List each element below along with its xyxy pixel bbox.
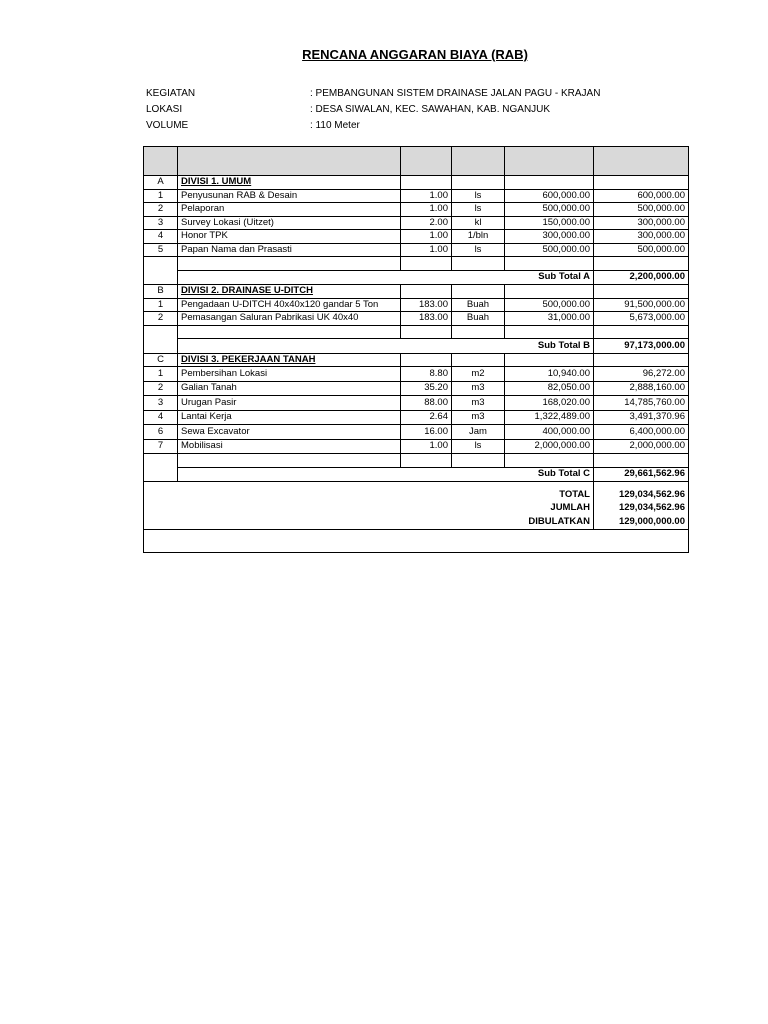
footer-blank-row xyxy=(144,529,689,552)
subtotal-row xyxy=(144,339,689,354)
table-row xyxy=(144,243,689,257)
subtotal-label: Sub Total A xyxy=(505,270,594,285)
item-no: 1 xyxy=(144,367,178,382)
rab-table xyxy=(143,146,689,553)
blank-row xyxy=(144,325,689,339)
item-no: 1 xyxy=(144,189,178,203)
item-no: 4 xyxy=(144,230,178,244)
division-name: DIVISI 3. PEKERJAAN TANAH xyxy=(178,353,401,367)
division-header-row xyxy=(144,285,689,299)
subtotal-label: Sub Total B xyxy=(505,339,594,354)
division-header-row xyxy=(144,353,689,367)
item-price: 300,000.00 xyxy=(505,230,594,244)
item-desc: Penyusunan RAB & Desain xyxy=(178,189,401,203)
item-no: 3 xyxy=(144,216,178,230)
item-unit: 1/bln xyxy=(452,230,505,244)
item-desc: Pemasangan Saluran Pabrikasi UK 40x40 xyxy=(178,312,401,326)
division-code: A xyxy=(144,176,178,190)
division-name: DIVISI 2. DRAINASE U-DITCH xyxy=(178,285,401,299)
item-desc: Urugan Pasir xyxy=(178,396,401,411)
total-row xyxy=(144,488,689,502)
item-desc: Papan Nama dan Prasasti xyxy=(178,243,401,257)
item-price: 500,000.00 xyxy=(505,243,594,257)
division-code: B xyxy=(144,285,178,299)
jumlah-value: 129,034,562.96 xyxy=(594,502,689,516)
table-row xyxy=(144,298,689,312)
item-no: 2 xyxy=(144,203,178,217)
item-no: 1 xyxy=(144,298,178,312)
item-desc: Sewa Excavator xyxy=(178,425,401,440)
item-total: 3,491,370.96 xyxy=(594,410,689,425)
item-desc: Survey Lokasi (Uitzet) xyxy=(178,216,401,230)
item-vol: 1.00 xyxy=(401,230,452,244)
item-vol: 1.00 xyxy=(401,439,452,454)
subtotal-label: Sub Total C xyxy=(505,467,594,482)
item-vol: 35.20 xyxy=(401,381,452,396)
division-code: C xyxy=(144,353,178,367)
item-vol: 1.00 xyxy=(401,189,452,203)
item-vol: 2.64 xyxy=(401,410,452,425)
item-price: 500,000.00 xyxy=(505,203,594,217)
item-vol: 2.00 xyxy=(401,216,452,230)
item-price: 1,322,489.00 xyxy=(505,410,594,425)
table-row xyxy=(144,203,689,217)
item-desc: Mobilisasi xyxy=(178,439,401,454)
table-row xyxy=(144,367,689,382)
item-vol: 1.00 xyxy=(401,203,452,217)
item-unit: Buah xyxy=(452,298,505,312)
item-vol: 1.00 xyxy=(401,243,452,257)
table-row xyxy=(144,230,689,244)
item-total: 500,000.00 xyxy=(594,203,689,217)
subtotal-row xyxy=(144,270,689,285)
item-vol: 8.80 xyxy=(401,367,452,382)
item-unit: m3 xyxy=(452,381,505,396)
item-total: 300,000.00 xyxy=(594,216,689,230)
info-label: KEGIATAN xyxy=(146,88,196,99)
item-no: 3 xyxy=(144,396,178,411)
table-row xyxy=(144,410,689,425)
item-vol: 16.00 xyxy=(401,425,452,440)
item-unit: m3 xyxy=(452,410,505,425)
item-total: 5,673,000.00 xyxy=(594,312,689,326)
dibulatkan-value: 129,000,000.00 xyxy=(594,515,689,529)
table-row xyxy=(144,216,689,230)
division-header-row xyxy=(144,176,689,190)
info-value: : 110 Meter xyxy=(310,120,360,131)
item-vol: 183.00 xyxy=(401,298,452,312)
item-unit: Buah xyxy=(452,312,505,326)
item-desc: Pembersihan Lokasi xyxy=(178,367,401,382)
item-unit: ls xyxy=(452,189,505,203)
table-row xyxy=(144,425,689,440)
table-row xyxy=(144,189,689,203)
item-unit: Jam xyxy=(452,425,505,440)
item-desc: Galian Tanah xyxy=(178,381,401,396)
item-unit: ls xyxy=(452,243,505,257)
jumlah-row xyxy=(144,502,689,516)
info-label: VOLUME xyxy=(146,120,189,131)
item-total: 300,000.00 xyxy=(594,230,689,244)
item-total: 6,400,000.00 xyxy=(594,425,689,440)
document-title: RENCANA ANGGARAN BIAYA (RAB) xyxy=(302,47,528,62)
item-price: 168,020.00 xyxy=(505,396,594,411)
total-label: TOTAL xyxy=(144,488,594,502)
item-total: 500,000.00 xyxy=(594,243,689,257)
item-unit: m2 xyxy=(452,367,505,382)
item-no: 2 xyxy=(144,381,178,396)
item-desc: Pelaporan xyxy=(178,203,401,217)
jumlah-label: JUMLAH xyxy=(144,502,594,516)
item-desc: Lantai Kerja xyxy=(178,410,401,425)
item-price: 400,000.00 xyxy=(505,425,594,440)
table-row xyxy=(144,312,689,326)
item-unit: kl xyxy=(452,216,505,230)
item-price: 2,000,000.00 xyxy=(505,439,594,454)
item-no: 5 xyxy=(144,243,178,257)
item-price: 82,050.00 xyxy=(505,381,594,396)
subtotal-value: 2,200,000.00 xyxy=(594,270,689,285)
item-unit: ls xyxy=(452,203,505,217)
item-desc: Pengadaan U-DITCH 40x40x120 gandar 5 Ton xyxy=(178,298,401,312)
item-no: 4 xyxy=(144,410,178,425)
item-price: 10,940.00 xyxy=(505,367,594,382)
division-name: DIVISI 1. UMUM xyxy=(178,176,401,190)
table-row xyxy=(144,396,689,411)
info-value: : DESA SIWALAN, KEC. SAWAHAN, KAB. NGANJUK xyxy=(310,104,551,115)
item-no: 7 xyxy=(144,439,178,454)
item-unit: ls xyxy=(452,439,505,454)
item-price: 600,000.00 xyxy=(505,189,594,203)
subtotal-value: 97,173,000.00 xyxy=(594,339,689,354)
subtotal-row xyxy=(144,467,689,482)
item-vol: 183.00 xyxy=(401,312,452,326)
item-vol: 88.00 xyxy=(401,396,452,411)
info-label: LOKASI xyxy=(146,104,183,115)
table-row xyxy=(144,439,689,454)
item-unit: m3 xyxy=(452,396,505,411)
dibulatkan-row xyxy=(144,515,689,529)
item-desc: Honor TPK xyxy=(178,230,401,244)
item-total: 600,000.00 xyxy=(594,189,689,203)
blank-row xyxy=(144,454,689,468)
total-value: 129,034,562.96 xyxy=(594,488,689,502)
item-price: 150,000.00 xyxy=(505,216,594,230)
info-value: : PEMBANGUNAN SISTEM DRAINASE JALAN PAGU - KRAJAN xyxy=(310,88,601,99)
table-row xyxy=(144,381,689,396)
item-total: 2,888,160.00 xyxy=(594,381,689,396)
item-total: 91,500,000.00 xyxy=(594,298,689,312)
item-no: 2 xyxy=(144,312,178,326)
item-price: 500,000.00 xyxy=(505,298,594,312)
item-price: 31,000.00 xyxy=(505,312,594,326)
dibulatkan-label: DIBULATKAN xyxy=(144,515,594,529)
item-total: 14,785,760.00 xyxy=(594,396,689,411)
item-total: 2,000,000.00 xyxy=(594,439,689,454)
blank-row xyxy=(144,257,689,271)
subtotal-value: 29,661,562.96 xyxy=(594,467,689,482)
item-total: 96,272.00 xyxy=(594,367,689,382)
table-header-row xyxy=(144,147,689,176)
item-no: 6 xyxy=(144,425,178,440)
